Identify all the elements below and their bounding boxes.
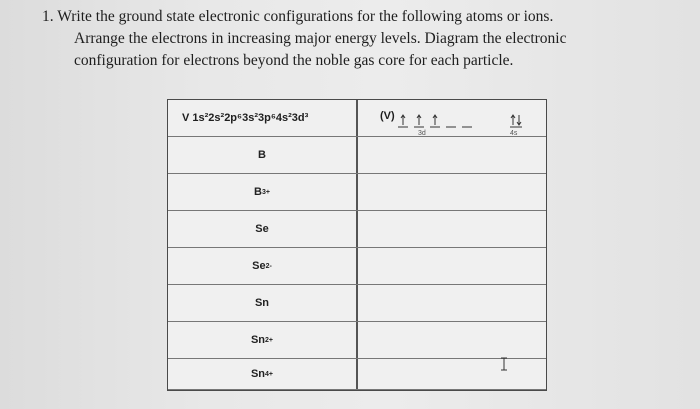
orbital-label-4s: 4s [510, 130, 518, 137]
table-row [168, 359, 546, 390]
example-label: (V) [380, 110, 395, 122]
example-orbital-diagram [398, 105, 548, 137]
table-row [168, 137, 546, 174]
table-row [168, 285, 546, 322]
question-line-1: 1. Write the ground state electronic configurations for the following atoms or ions. [42, 8, 554, 25]
example-configuration: V 1s²2s²2p⁶3s²3p⁶4s²3d³ [182, 112, 309, 124]
species-cell: Sn 2+ [250, 334, 274, 346]
table-row [168, 174, 546, 211]
question-text [42, 6, 682, 72]
table-row [168, 322, 546, 359]
species-cell: Se 2- [252, 260, 272, 272]
table-row [168, 211, 546, 248]
configuration-table [167, 99, 547, 391]
question-line-2: Arrange the electrons in increasing major energy levels. Diagram the electronic [74, 30, 567, 47]
species-cell: Sn 4+ [250, 368, 274, 380]
question-line-3: configuration for electrons beyond the noble gas core for each particle. [74, 52, 514, 69]
species-cell: B [258, 149, 266, 161]
species-cell: Sn [254, 297, 270, 309]
table-header-row [168, 100, 546, 137]
species-cell: Se [255, 223, 269, 235]
table-row [168, 248, 546, 285]
orbital-label-3d: 3d [418, 130, 426, 137]
text-cursor-icon [499, 357, 509, 371]
species-cell: B 3+ [254, 186, 270, 198]
